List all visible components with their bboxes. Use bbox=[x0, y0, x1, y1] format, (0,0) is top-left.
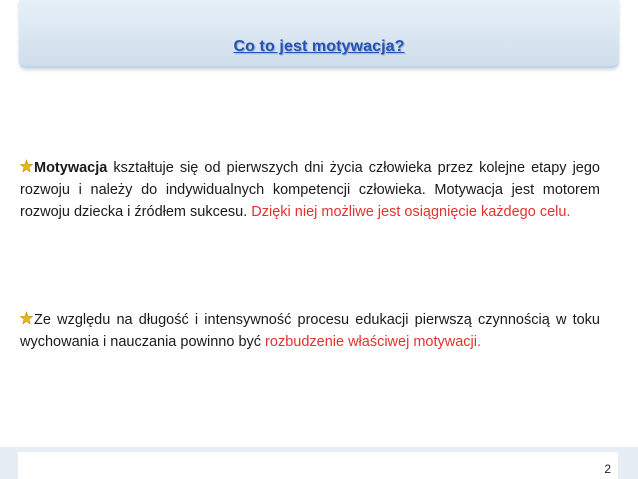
page-number: 2 bbox=[604, 462, 611, 476]
star-bullet-icon bbox=[20, 159, 33, 173]
paragraph-lead-word: Motywacja bbox=[34, 160, 108, 176]
paragraph-motywacja bbox=[20, 157, 600, 223]
title-bar bbox=[19, 0, 619, 68]
paragraph-text: Ze względu na długość i intensywność procesu edukacji pierwszą czynnością w toku wychowania i nauczania powinno być bbox=[20, 312, 600, 350]
footer-inner bbox=[18, 452, 618, 479]
paragraph-highlight: rozbudzenie właściwej motywacji. bbox=[265, 334, 482, 350]
paragraph-edukacja bbox=[20, 309, 600, 353]
paragraph-highlight: Dzięki niej możliwe jest osiągnięcie każdego celu. bbox=[251, 204, 571, 220]
paragraph-text: kształtuje się od pierwszych dni życia człowieka przez kolejne etapy jego rozwoju i należy do indywidualnych kompetencji człowieka. Motywacja jest motorem rozwoju dziecka i źródłem sukcesu. bbox=[20, 160, 600, 220]
slide-title: Co to jest motywacja? bbox=[233, 38, 405, 55]
star-bullet-icon bbox=[20, 311, 33, 325]
